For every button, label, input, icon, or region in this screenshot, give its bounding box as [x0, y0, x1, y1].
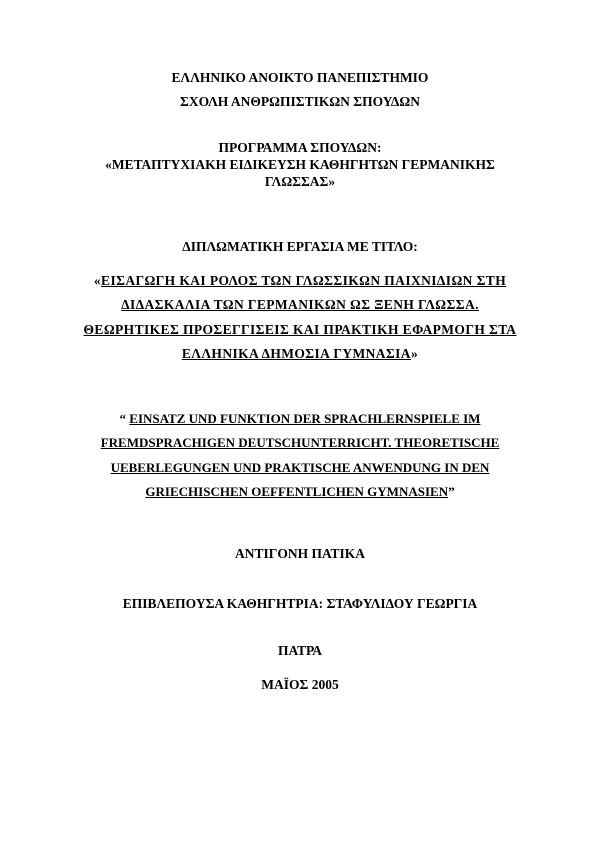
university-name: ΕΛΛΗΝΙΚΟ ΑΝΟΙΚΤΟ ΠΑΝΕΠΙΣΤΗΜΙΟ — [171, 70, 429, 85]
greek-title-open-quote: « — [93, 273, 102, 288]
program-label: ΠΡΟΓΡΑΜΜΑ ΣΠΟΥΔΩΝ: — [218, 140, 382, 155]
greek-title-text-4: ΕΛΛΗΝΙΚΑ ΔΗΜΟΣΙΑ ΓΥΜΝΑΣΙΑ — [181, 346, 411, 361]
program-name-line-1: «ΜΕΤΑΠΤΥΧΙΑΚΗ ΕΙΔΙΚΕΥΣΗ ΚΑΘΗΓΗΤΩΝ ΓΕΡΜΑΝΙΚΗΣ — [105, 157, 495, 172]
greek-title-line-4 — [0, 346, 600, 362]
greek-title-text-1: ΕΙΣΑΓΩΓΗ ΚΑΙ ΡΟΛΟΣ ΤΩΝ ΓΛΩΣΣΙΚΩΝ ΠΑΙΧΝΙΔΙΩΝ ΣΤΗ — [101, 273, 507, 288]
german-title-line-1 — [0, 411, 600, 427]
greek-title-line-2: ΔΙΔΑΣΚΑΛΙΑ ΤΩΝ ΓΕΡΜΑΝΙΚΩΝ ΩΣ ΞΕΝΗ ΓΛΩΣΣΑ. — [121, 297, 479, 312]
german-title-line-3: UEBERLEGUNGEN UND PRAKTISCHE ANWENDUNG IN DEN — [110, 460, 490, 475]
german-title-line-4 — [0, 484, 600, 500]
date: ΜΑΪΟΣ 2005 — [261, 677, 339, 692]
german-title-text-4: GRIECHISCHEN OEFFENTLICHEN GYMNASIEN — [145, 484, 449, 499]
program-name-line-2: ΓΛΩΣΣΑΣ» — [264, 174, 336, 189]
german-title-text-1: EINSATZ UND FUNKTION DER SPRACHLERNSPIELE IM — [129, 411, 481, 426]
thesis-label: ΔΙΠΛΩΜΑΤΙΚΗ ΕΡΓΑΣΙΑ ΜΕ ΤΙΤΛΟ: — [182, 239, 418, 254]
supervisor: ΕΠΙΒΛΕΠΟΥΣΑ ΚΑΘΗΓΗΤΡΙΑ: ΣΤΑΦΥΛΙΔΟΥ ΓΕΩΡΓΙΑ — [122, 596, 478, 611]
greek-title-close-quote: » — [410, 346, 419, 361]
author-name: ΑΝΤΙΓΟΝΗ ΠΑΤΙΚΑ — [235, 546, 365, 561]
greek-title-line-3: ΘΕΩΡΗΤΙΚΕΣ ΠΡΟΣΕΓΓΙΣΕΙΣ ΚΑΙ ΠΡΑΚΤΙΚΗ ΕΦΑΡΜΟΓΗ ΣΤΑ — [83, 322, 517, 337]
school-name: ΣΧΟΛΗ ΑΝΘΡΩΠΙΣΤΙΚΩΝ ΣΠΟΥΔΩΝ — [180, 94, 420, 109]
greek-title-line-1 — [0, 273, 600, 289]
german-title-open-quote: “ — [119, 411, 130, 426]
german-title-line-2: FREMDSPRACHIGEN DEUTSCHUNTERRICHT. THEORETISCHE — [100, 435, 500, 450]
city: ΠΑΤΡΑ — [278, 643, 322, 658]
german-title-close-quote: ” — [448, 484, 455, 499]
